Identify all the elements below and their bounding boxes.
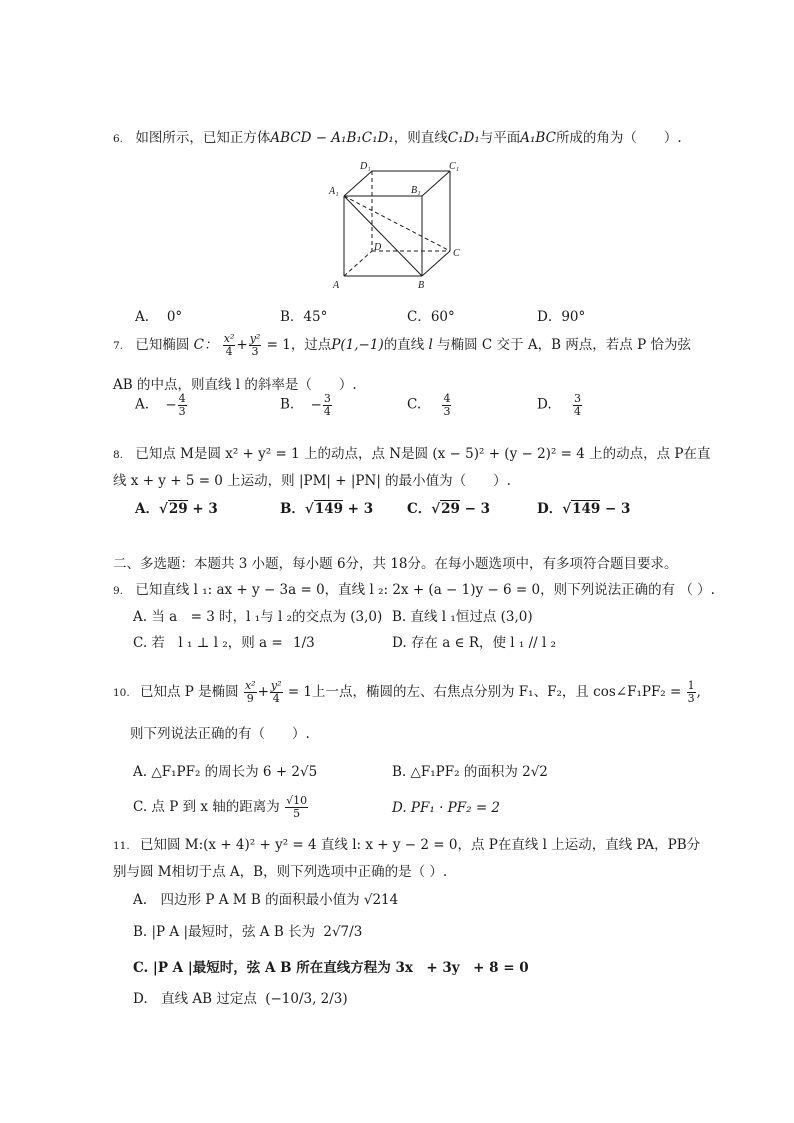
q10-option-c: C. 点 P 到 x 轴的距离为 $\frac{√10}{5}$ [133, 794, 308, 820]
q11-option-a: A. 四边形 P A M B 的面积最小值为 √214 [133, 892, 399, 908]
q8-option-a: A．√29 + 3 [135, 501, 218, 517]
label-B: B [418, 280, 425, 291]
q7-option-c: C. $\frac{4}{3}$ [407, 392, 451, 418]
q7-option-b: B. − $\frac{3}{4}$ [280, 392, 331, 418]
question-6-stem: 6. 如图所示，已知正方体ABCD − A₁B₁C₁D₁，则直线C₁D₁与平面A₁BC所成的角为（ ）. [113, 130, 682, 146]
q10-option-d: D. PF₁ · PF₂ = 2 [392, 800, 501, 816]
q9-option-d: D. 存在 a ∈ R，使 l ₁ // l ₂ [392, 635, 557, 651]
q11-option-c: C. |P A |最短时，弦 A B 所在直线方程为 3x + 3y + 8 = 0 [133, 960, 529, 976]
question-number: 8. [113, 449, 124, 461]
q8-option-c: C．√29 − 3 [407, 501, 491, 517]
q8-option-b: B．√149 + 3 [280, 501, 374, 517]
question-9-stem: 9. 已知直线 l ₁: ax + y − 3a = 0，直线 l ₂: 2x + (a − 1)y − 6 = 0，则下列说法正确的有 （ ）. [113, 582, 715, 598]
question-8-line2: 线 x + y + 5 = 0 上运动，则 |PM| + |PN| 的最小值为（ ）. [113, 473, 511, 489]
q10-option-a: A. △F₁PF₂ 的周长为 6 + 2√5 [133, 764, 318, 780]
label-D: D [374, 242, 382, 253]
q11-option-b: B. |P A |最短时，弦 A B 长为 2√7/3 [133, 924, 363, 940]
question-number: 11. [113, 840, 130, 852]
question-8-line1: 8. 已知点 M是圆 x² + y² = 1 上的动点，点 N是圆 (x − 5)² + (y − 2)² = 4 上的动点，点 P在直 [113, 446, 711, 462]
question-number: 9. [113, 585, 124, 597]
question-number: 10. [113, 687, 130, 699]
q10-option-b: B. △F₁PF₂ 的面积为 2√2 [392, 764, 548, 780]
question-11-line2: 别与圆 M相切于点 A，B，则下列选项中正确的是（ ）. [113, 864, 448, 880]
label-D1: D₁ [360, 161, 371, 172]
label-A: A [333, 280, 340, 291]
q10-line2: 则下列说法正确的有（ ）. [130, 726, 310, 742]
question-11-line1: 11. 已知圆 M:(x + 4)² + y² = 4 直线 l: x + y − 2 = 0，点 P在直线 l 上运动，直线 PA，PB分 [113, 837, 701, 853]
label-C1: C₁ [449, 161, 460, 172]
q6-option-a: A. 0° [135, 309, 183, 325]
question-7-stem: 7. 已知椭圆 C： $\frac{\text{x²}}{4}$ + $\frac{\text{y²}}{3}$ = 1，过点P(1,−1)的直线 l 与椭圆 C 交于 A，B 两点，若点 P 恰为弦 [113, 332, 691, 358]
cube-figure [325, 158, 475, 293]
q9-option-b: B. 直线 l ₁恒过点 (3,0) [392, 609, 533, 625]
label-C: C [453, 248, 460, 259]
question-number: 6. [113, 133, 124, 145]
question-10-stem: 10. 已知点 P 是椭圆 $\frac{\text{x²}}{9}$ + $\frac{\text{y²}}{4}$ = 1上一点，椭圆的左、右焦点分别为 F₁、F₂，且 cos∠F₁PF₂ = $\frac{1}{3}$ , [113, 679, 701, 705]
q7-line2: AB 的中点，则直线 l 的斜率是（ ）. [113, 377, 357, 393]
q7-option-a: A. − $\frac{4}{3}$ [135, 392, 186, 418]
label-A1: A₁ [329, 186, 339, 197]
q6-option-d: D．90° [537, 309, 586, 325]
q6-option-c: C．60° [407, 309, 455, 325]
q8-option-d: D．√149 − 3 [537, 501, 631, 517]
frac-x2-4: $\frac{\text{x²}}{4}$ [223, 332, 235, 358]
frac-y2-4: $\frac{\text{y²}}{4}$ [270, 679, 282, 705]
frac-y2-3: $\frac{\text{y²}}{3}$ [249, 332, 261, 358]
frac-x2-9: $\frac{\text{x²}}{9}$ [244, 679, 256, 705]
q9-option-c: C. 若 l ₁ ⊥ l ₂，则 a = 1/3 [133, 635, 315, 651]
q7-option-d: D. $\frac{3}{4}$ [537, 392, 581, 418]
q6-option-b: B．45° [280, 309, 328, 325]
section-heading: 二、多选题：本题共 3 小题，每小题 6分，共 18分。在每小题选项中，有多项符合题目要求。 [113, 556, 678, 572]
q11-option-d: D. 直线 AB 过定点 (−10/3, 2/3) [133, 991, 348, 1007]
q9-option-a: A. 当 a = 3 时，l ₁与 l ₂的交点为 (3,0) [133, 609, 383, 625]
frac-1-3: $\frac{1}{3}$ [687, 679, 695, 705]
question-number: 7. [113, 340, 124, 352]
label-B1: B₁ [411, 185, 421, 196]
